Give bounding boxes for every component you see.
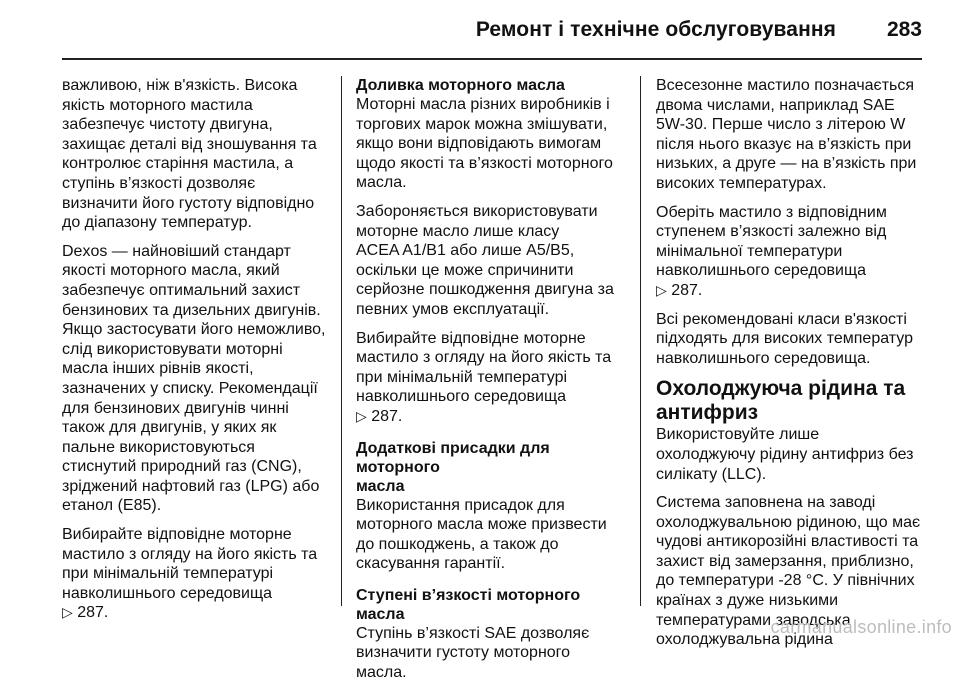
page-reference-link[interactable]: 287. [671,281,703,299]
page-reference-icon: ▷ [62,604,73,621]
text-column-1 [62,76,330,632]
header-divider [62,58,922,60]
page-reference-icon: ▷ [356,407,367,424]
paragraph: Використання присадок для моторного масла може призвести до пошкоджень, а також до скасування гарантії. [356,496,607,573]
subheading-oil-additives: Додаткові присадки для моторного масла [356,439,550,495]
page-reference-icon: ▷ [656,281,667,298]
page-header [0,0,960,62]
paragraph: Вибирайте відповідне моторне мастило з огляду на його якість та при мінімальній температурі навколишнього середовища ▷ 287. [356,329,612,425]
subheading-oil-topup: Доливка моторного масла [356,77,565,94]
paragraph: Використовуйте лише охолоджуючу рідину антифриз без силікату (LLC). [656,426,914,483]
paragraph: важливою, ніж в'язкість. Висока якість моторного мастила забезпечує чистоту двигуна, захищає деталі від зношування та контролює старіння мастила, а ступінь в’язкості дозволяє визначити його густоту відповідно до діапазону температур. [62,77,317,232]
paragraph: Ступінь в’язкості SAE дозволяє визначити густоту моторного масла. [356,624,590,682]
page-reference-link[interactable]: 287. [371,407,403,425]
paragraph: Система заповнена на заводі охолоджувальною рідиною, що має чудові антикорозійні властивості та захист від замерзання, приблизно, до температури -28 °C. У північних країнах з дуже низькими температурами заводська охолоджувальна рідина [656,494,921,649]
heading-coolant-antifreeze: Охолоджуюча рідина та антифриз [656,377,906,425]
watermark: carmanualsonline.info [770,617,952,637]
page-reference-link[interactable]: 287. [77,604,109,622]
column-divider [341,76,342,606]
text-column-2 [356,76,624,692]
column-divider [640,76,641,606]
paragraph: Всесезонне мастило позначається двома числами, наприклад SAE 5W-30. Перше число з літерою W після нього вказує на в’язкість при низьких, а друге — на в’язкість при високих температурах. [656,77,917,192]
section-title: Ремонт і технічне обслуговування [475,18,836,41]
page-number: 283 [886,18,922,41]
paragraph: Dexos — найновіший стандарт якості моторного масла, який забезпечує оптимальний захист бензинових та дизельних двигунів. Якщо застосувати його неможливо, слід використовувати моторні масла інших рівнів якості, зазначених у списку. Рекомендації для бензинових двигунів чинні також для двигунів, у яких як пальне використовуються стиснутий природний газ (CNG), зріджений нафтовий газ (LPG) або етанол (E85). [62,242,326,515]
paragraph: Забороняється використовувати моторне масло лише класу ACEA A1/B1 або лише A5/B5, оскільки це може спричинити серйозне пошкодження двигуна за певних умов експлуатації. [356,202,614,318]
text-column-3 [656,76,932,659]
paragraph: Всі рекомендовані класи в'язкості підходять для високих температур навколишнього середовища. [656,310,913,367]
paragraph: Оберіть мастило з відповідним ступенем в’язкості залежно від мінімальної температури навколишнього середовища ▷ 287. [656,203,887,299]
paragraph: Моторні масла різних виробників і торгових марок можна змішувати, якщо вони відповідають вимогам щодо якості та в’язкості моторного масла. [356,96,613,192]
paragraph: Вибирайте відповідне моторне мастило з огляду на його якість та при мінімальній температурі навколишнього середовища ▷ 287. [62,526,318,622]
subheading-viscosity-grades: Ступені в’язкості моторного масла [356,586,581,623]
